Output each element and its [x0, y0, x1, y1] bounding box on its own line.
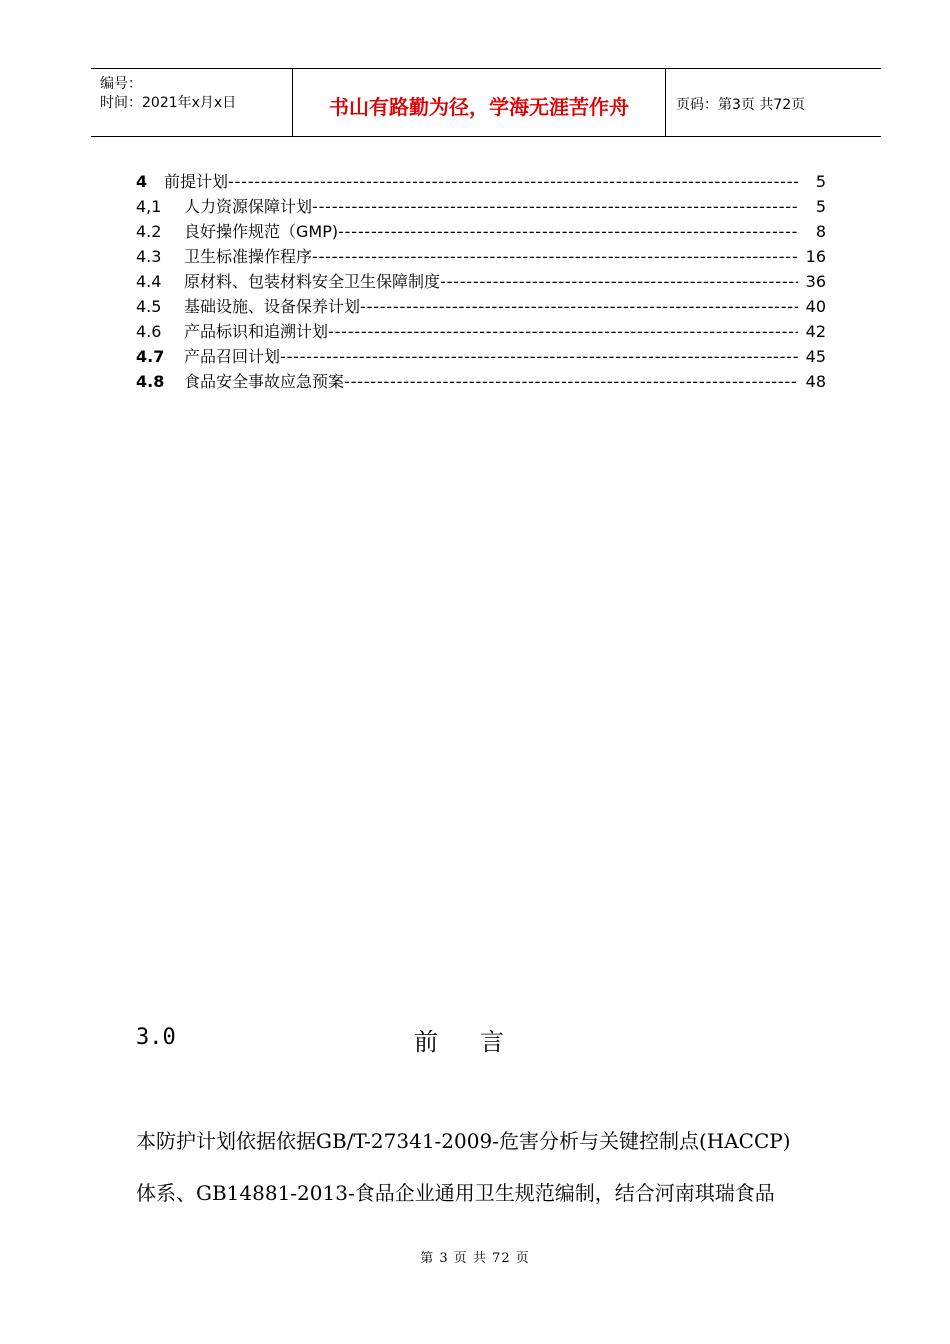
- toc-entry-title: 原材料、包装材料安全卫生保障制度 -----: [184, 269, 798, 294]
- toc-entry[interactable]: [136, 344, 826, 369]
- toc-entry-page: 40: [805, 297, 826, 316]
- toc-entry-title: 卫生标准操作程序 -----: [184, 244, 798, 269]
- toc-entry-title: 良好操作规范（GMP) -----: [184, 219, 798, 244]
- toc-entry-page: 5: [815, 172, 826, 191]
- paragraph-line-1: 本防护计划依据依据GB/T-27341-2009-危害分析与关键控制点(HACCP): [136, 1129, 791, 1153]
- header-motto: 书山有路勤为径，学海无涯苦作舟: [329, 95, 629, 119]
- section-title: 前言: [414, 1028, 546, 1056]
- section-number: 3.0: [136, 1025, 176, 1050]
- toc-entry[interactable]: [136, 194, 826, 219]
- header-motto-cell: [293, 69, 666, 136]
- toc-entry-page: 8: [815, 222, 826, 241]
- toc-entry[interactable]: [136, 369, 826, 394]
- toc-entry-title: 产品标识和追溯计划 -----: [184, 319, 798, 344]
- header-meta-cell: [91, 69, 293, 136]
- toc-entry-page: 45: [805, 347, 826, 366]
- page-footer: 第 3 页 共 72 页: [420, 1251, 530, 1266]
- toc-entry-number: 4.5: [136, 297, 162, 316]
- header-page-cell: [666, 69, 881, 136]
- toc-entry[interactable]: [136, 219, 826, 244]
- table-of-contents: [136, 169, 826, 394]
- paragraph-line-2: 体系、GB14881-2013-食品企业通用卫生规范编制，结合河南琪瑞食品: [136, 1181, 775, 1205]
- toc-entry-number: 4.4: [136, 272, 162, 291]
- toc-entry-number: 4.6: [136, 322, 162, 341]
- toc-entry-page: 5: [815, 197, 826, 216]
- toc-entry[interactable]: [136, 244, 826, 269]
- toc-entry-title: 食品安全事故应急预案 -----: [184, 369, 798, 394]
- toc-entry-page: 16: [805, 247, 826, 266]
- toc-entry-page: 42: [805, 322, 826, 341]
- toc-entry-number: 4,1: [136, 197, 162, 216]
- toc-entry-number: 4.8: [136, 372, 165, 391]
- toc-entry-title: 基础设施、设备保养计划 -----: [184, 294, 798, 319]
- serial-label: 编号：: [100, 76, 142, 92]
- toc-entry-page: 36: [805, 272, 826, 291]
- toc-entry-page: 48: [805, 372, 826, 391]
- toc-entry[interactable]: [136, 269, 826, 294]
- toc-entry-number: 4.2: [136, 222, 162, 241]
- toc-entry-number: 4.7: [136, 347, 165, 366]
- header-page-info: 页码：第3页 共72页: [676, 97, 806, 113]
- page-header: [91, 68, 881, 137]
- time-label: 时间：2021年x月x日: [100, 95, 237, 111]
- toc-entry-title: 人力资源保障计划 -----: [184, 194, 798, 219]
- toc-entry-title: 前提计划 -----: [164, 169, 798, 194]
- toc-entry-title: 产品召回计划 -----: [184, 344, 798, 369]
- toc-entry-number: 4: [136, 172, 148, 191]
- toc-entry-number: 4.3: [136, 247, 162, 266]
- toc-entry[interactable]: [136, 169, 826, 194]
- toc-entry[interactable]: [136, 294, 826, 319]
- toc-entry[interactable]: [136, 319, 826, 344]
